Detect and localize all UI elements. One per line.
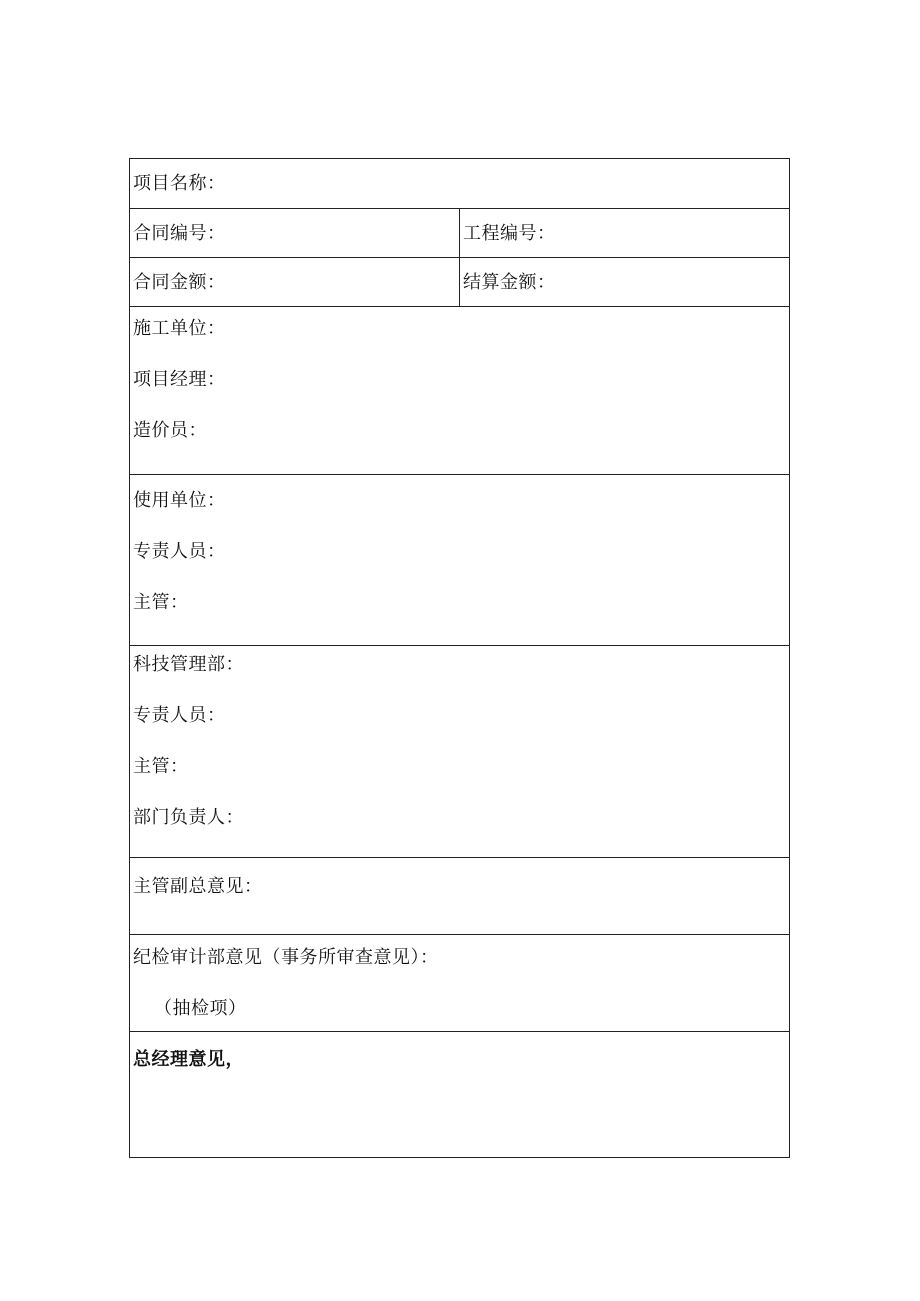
construction-unit-label: 施工单位： <box>133 318 226 339</box>
user-unit-label: 使用单位： <box>133 490 226 511</box>
settlement-amount-label: 结算金额： <box>463 272 556 293</box>
cell-construction-unit[interactable] <box>130 307 789 474</box>
cell-contract-no[interactable] <box>130 209 460 257</box>
cell-user-unit[interactable] <box>130 475 789 645</box>
cell-gm-opinion[interactable] <box>130 1032 789 1158</box>
tech-dept-head-label: 部门负责人： <box>133 807 244 828</box>
cell-settlement-amount[interactable] <box>460 258 790 306</box>
spot-check-label: （抽检项） <box>154 998 247 1019</box>
user-unit-staff-label: 专责人员： <box>133 541 226 562</box>
cell-engineering-no[interactable] <box>460 209 790 257</box>
project-name-label: 项目名称： <box>133 173 226 194</box>
tech-dept-label: 科技管理部： <box>133 654 244 675</box>
vp-opinion-label: 主管副总意见： <box>133 876 263 897</box>
cell-project-name[interactable] <box>130 159 789 208</box>
cell-audit-opinion[interactable] <box>130 935 789 1031</box>
contract-amount-label: 合同金额： <box>133 272 226 293</box>
row-audit-opinion <box>130 935 789 1032</box>
cell-contract-amount[interactable] <box>130 258 460 306</box>
row-construction-unit <box>130 307 789 475</box>
tech-dept-supervisor-label: 主管： <box>133 756 189 777</box>
audit-opinion-label: 纪检审计部意见（事务所审查意见）： <box>133 947 439 968</box>
row-contract-amount <box>130 258 789 307</box>
tech-dept-staff-label: 专责人员： <box>133 705 226 726</box>
approval-form-table <box>129 158 790 1158</box>
cell-tech-dept[interactable] <box>130 646 789 857</box>
row-user-unit <box>130 475 789 646</box>
row-contract-no <box>130 209 789 258</box>
gm-opinion-label: 总经理意见， <box>133 1049 244 1070</box>
contract-no-label: 合同编号： <box>133 223 226 244</box>
project-manager-label: 项目经理： <box>133 369 226 390</box>
user-unit-supervisor-label: 主管： <box>133 592 189 613</box>
cost-engineer-label: 造价员： <box>133 420 207 441</box>
row-project-name <box>130 159 789 209</box>
row-tech-dept <box>130 646 789 858</box>
engineering-no-label: 工程编号： <box>463 223 556 244</box>
row-gm-opinion <box>130 1032 789 1158</box>
cell-vp-opinion[interactable] <box>130 858 789 934</box>
row-vp-opinion <box>130 858 789 935</box>
